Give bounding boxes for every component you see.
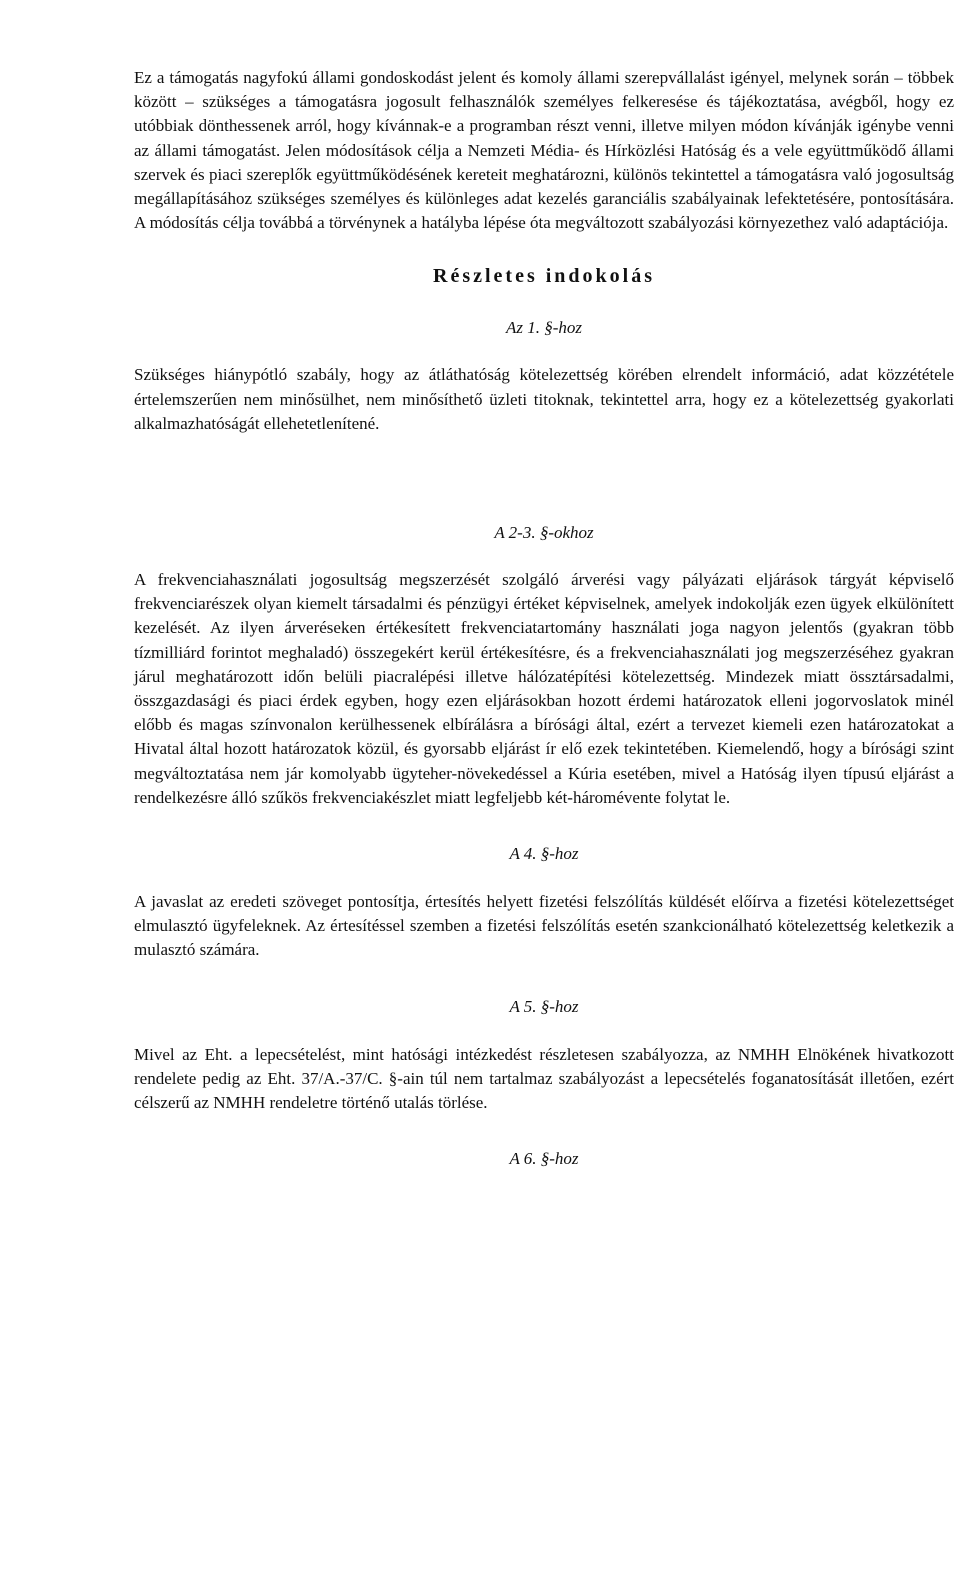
section-title-1: Az 1. §-hoz <box>505 318 583 338</box>
section-title-4: A 5. §-hoz <box>509 996 579 1016</box>
section-title-3: A 4. §-hoz <box>509 844 579 864</box>
section-text-4: Mivel az Eht. a lepecsételést, mint hatósági intézkedést részletesen szabályozza, az NMHH Elnökének hivatkozott rendelete pedig az Eht. 37/A.-37/C. §-ain túl nem tartalmaz szabályozást a lepecsételés foganatosítását illetően, ezért célszerű az NMHH rendeletre történő utalás törlése. <box>134 1044 954 1113</box>
intro-paragraph: Ez a támogatás nagyfokú állami gondoskodást jelent és komoly állami szerepvállalást igényel, melynek során – többek között – szükséges a támogatásra jogosult felhasználók személyes felkeresése és tájékoztatása, avégből, hogy ez utóbbiak dönthessenek arról, hogy kívánnak-e a programban részt venni, illetve milyen módon kívánják igénybe venni az állami támogatást. Jelen módosítások célja a Nemzeti Média- és Hírközlési Hatóság és a vele együttműködő állami szervek és piaci szereplők együttműködésének kereteit meghatározni, különös tekintettel a támogatásra való jogosultság megállapításához szükséges személyes és különleges adat kezelés garanciális szabályainak lefektetésére, pontosítására. A módosítás célja továbbá a törvénynek a hatályba lépése óta megváltozott szabályozási környezethez való adaptációja. <box>134 68 954 233</box>
section-title-5: A 6. §-hoz <box>509 1149 579 1169</box>
document-page <box>134 66 954 1171</box>
section-text-2: A frekvenciahasználati jogosultság megszerzését szolgáló árverési vagy pályázati eljárások tárgyát képviselő frekvenciarészek olyan kiemelt társadalmi és pénzügyi értéket képviselnek, amelyek indokolják ezen ügyek elkülönített kezelését. Az ilyen árveréseken értékesített frekvenciatartomány használati joga nagyon jelentős (gyakran több tízmilliárd forintot meghaladó) összegekért kerül értékesítésre, és a frekvenciahasználati jog megszerzéséhez gyakran járul meghatározott időn belüli piacralépési illetve hálózatépítési kötelezettség. Mindezek miatt össztársadalmi, összgazdasági és piaci érdek egyben, hogy ezen eljárásokban hozott érdemi határozatok elleni jogorvoslatok minél előbb és magas színvonalon kerülhessenek elbírálásra a bírósági által, ezért a tervezet kiemeli ezen határozatokat a Hivatal által hozott határozatok közül, és gyorsabb eljárást ír elő ezek tekintetében. Kiemelendő, hogy a bírósági szint megváltoztatása nem jár komolyabb ügyteher-növekedéssel a Kúria esetében, mivel a Hatóság ilyen típusú eljárást a rendelkezésre álló szűkös frekvenciakészlet miatt legfeljebb két-háromévente folytat le. <box>134 570 954 807</box>
main-heading: Részletes indokolás <box>433 265 655 288</box>
section-text-1: Szükséges hiánypótló szabály, hogy az átláthatóság kötelezettség körében elrendelt információ, adat közzététele értelemszerűen nem minősülhet, nem minősíthető üzleti titoknak, tekintettel arra, hogy ez a kötelezettség gyakorlati alkalmazhatóságát ellehetetlenítené. <box>134 365 954 433</box>
section-title-2: A 2-3. §-okhoz <box>494 523 594 543</box>
section-text-3: A javaslat az eredeti szöveget pontosítja, értesítés helyett fizetési felszólítás küldését előírva a fizetési kötelezettséget elmulasztó ügyfeleknek. Az értesítéssel szemben a fizetési felszólítás esetén szankcionálható kötelezettség keletkezik a mulasztó számára. <box>134 892 954 960</box>
